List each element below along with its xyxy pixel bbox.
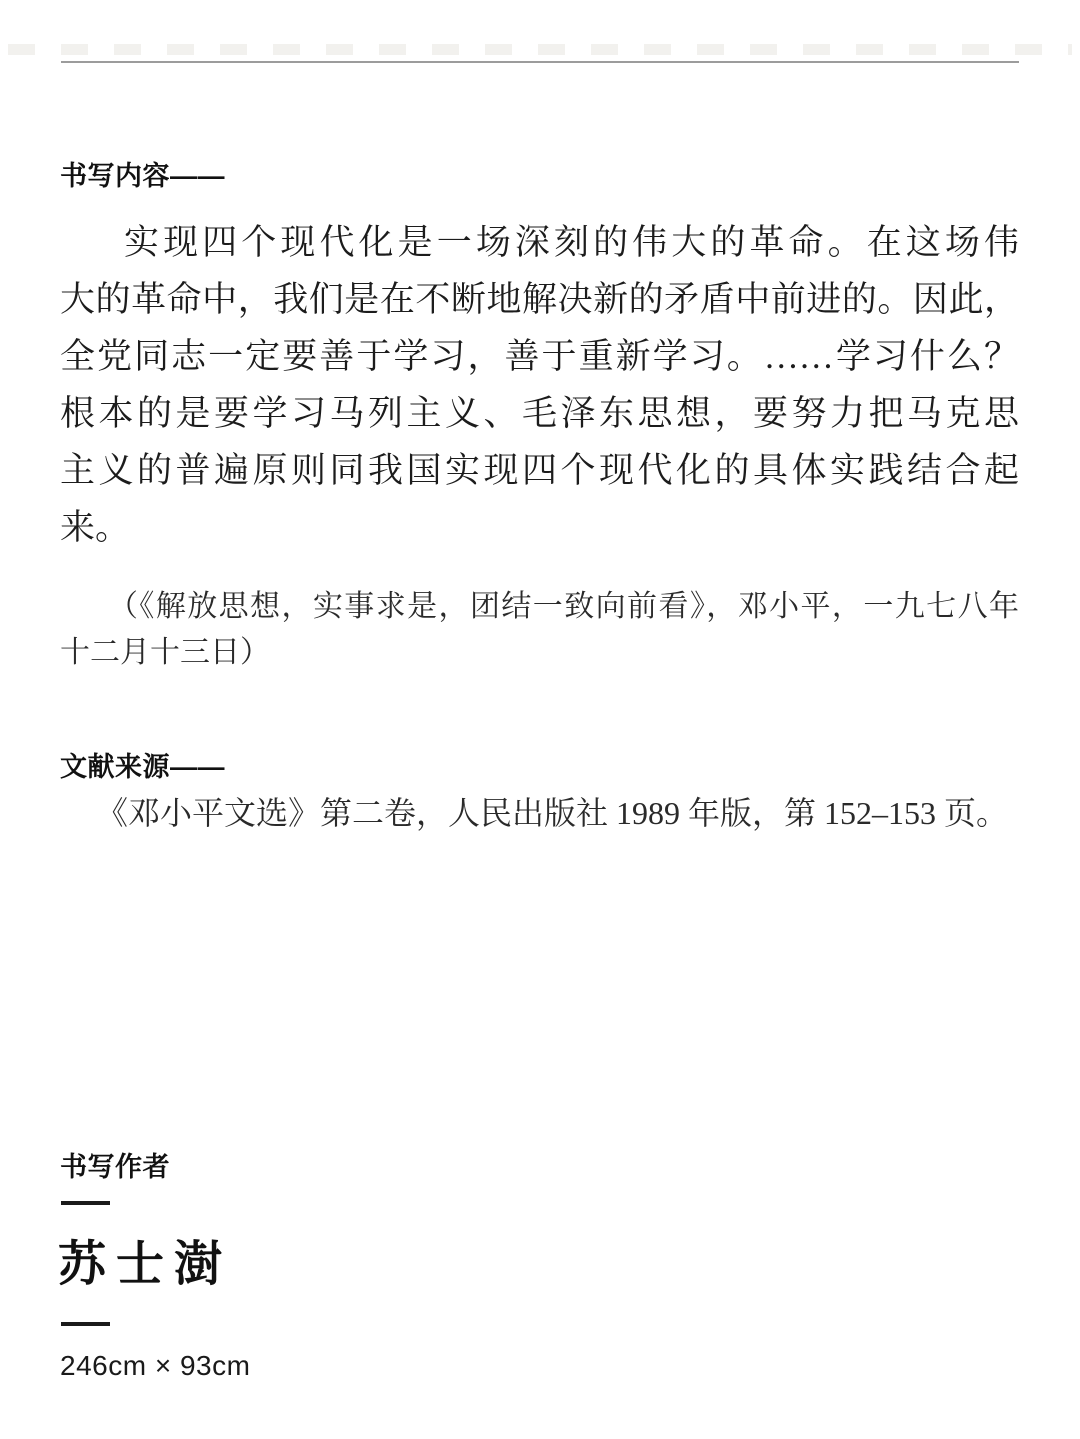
citation-line: 十二月十三日）	[60, 636, 270, 669]
passage-line: 大的革命中，我们是在不断地解决新的矛盾中前进的。因此，	[60, 280, 1019, 319]
passage-line: 实现四个现代化是一场深刻的伟大的革命。在这场伟	[124, 223, 1019, 262]
top-dashed-decoration	[8, 44, 1072, 55]
source-reference-text: 《邓小平文选》第二卷，人民出版社 1989 年版，第 152–153 页。	[96, 795, 1009, 831]
author-rule-bottom	[61, 1322, 110, 1326]
passage-line: 根本的是要学习马列主义、毛泽东思想，要努力把马克思	[60, 394, 1019, 433]
author-rule-top	[61, 1201, 110, 1205]
content-section-heading: 书写内容——	[60, 161, 225, 191]
quoted-passage	[60, 214, 1019, 556]
passage-line: 来。	[60, 508, 131, 547]
author-name: 苏士澍	[58, 1238, 233, 1291]
passage-line: 全党同志一定要善于学习，善于重新学习。……学习什么？	[60, 337, 1019, 376]
author-section-heading: 书写作者	[60, 1152, 170, 1182]
citation-block	[60, 584, 1019, 676]
top-divider-rule	[61, 61, 1019, 63]
artwork-dimensions: 246cm × 93cm	[60, 1350, 251, 1381]
passage-line: 主义的普遍原则同我国实现四个现代化的具体实践结合起	[60, 451, 1019, 490]
citation-line: （《解放思想，实事求是，团结一致向前看》，邓小平，一九七八年	[108, 590, 1019, 623]
source-section-heading: 文献来源——	[60, 752, 225, 782]
